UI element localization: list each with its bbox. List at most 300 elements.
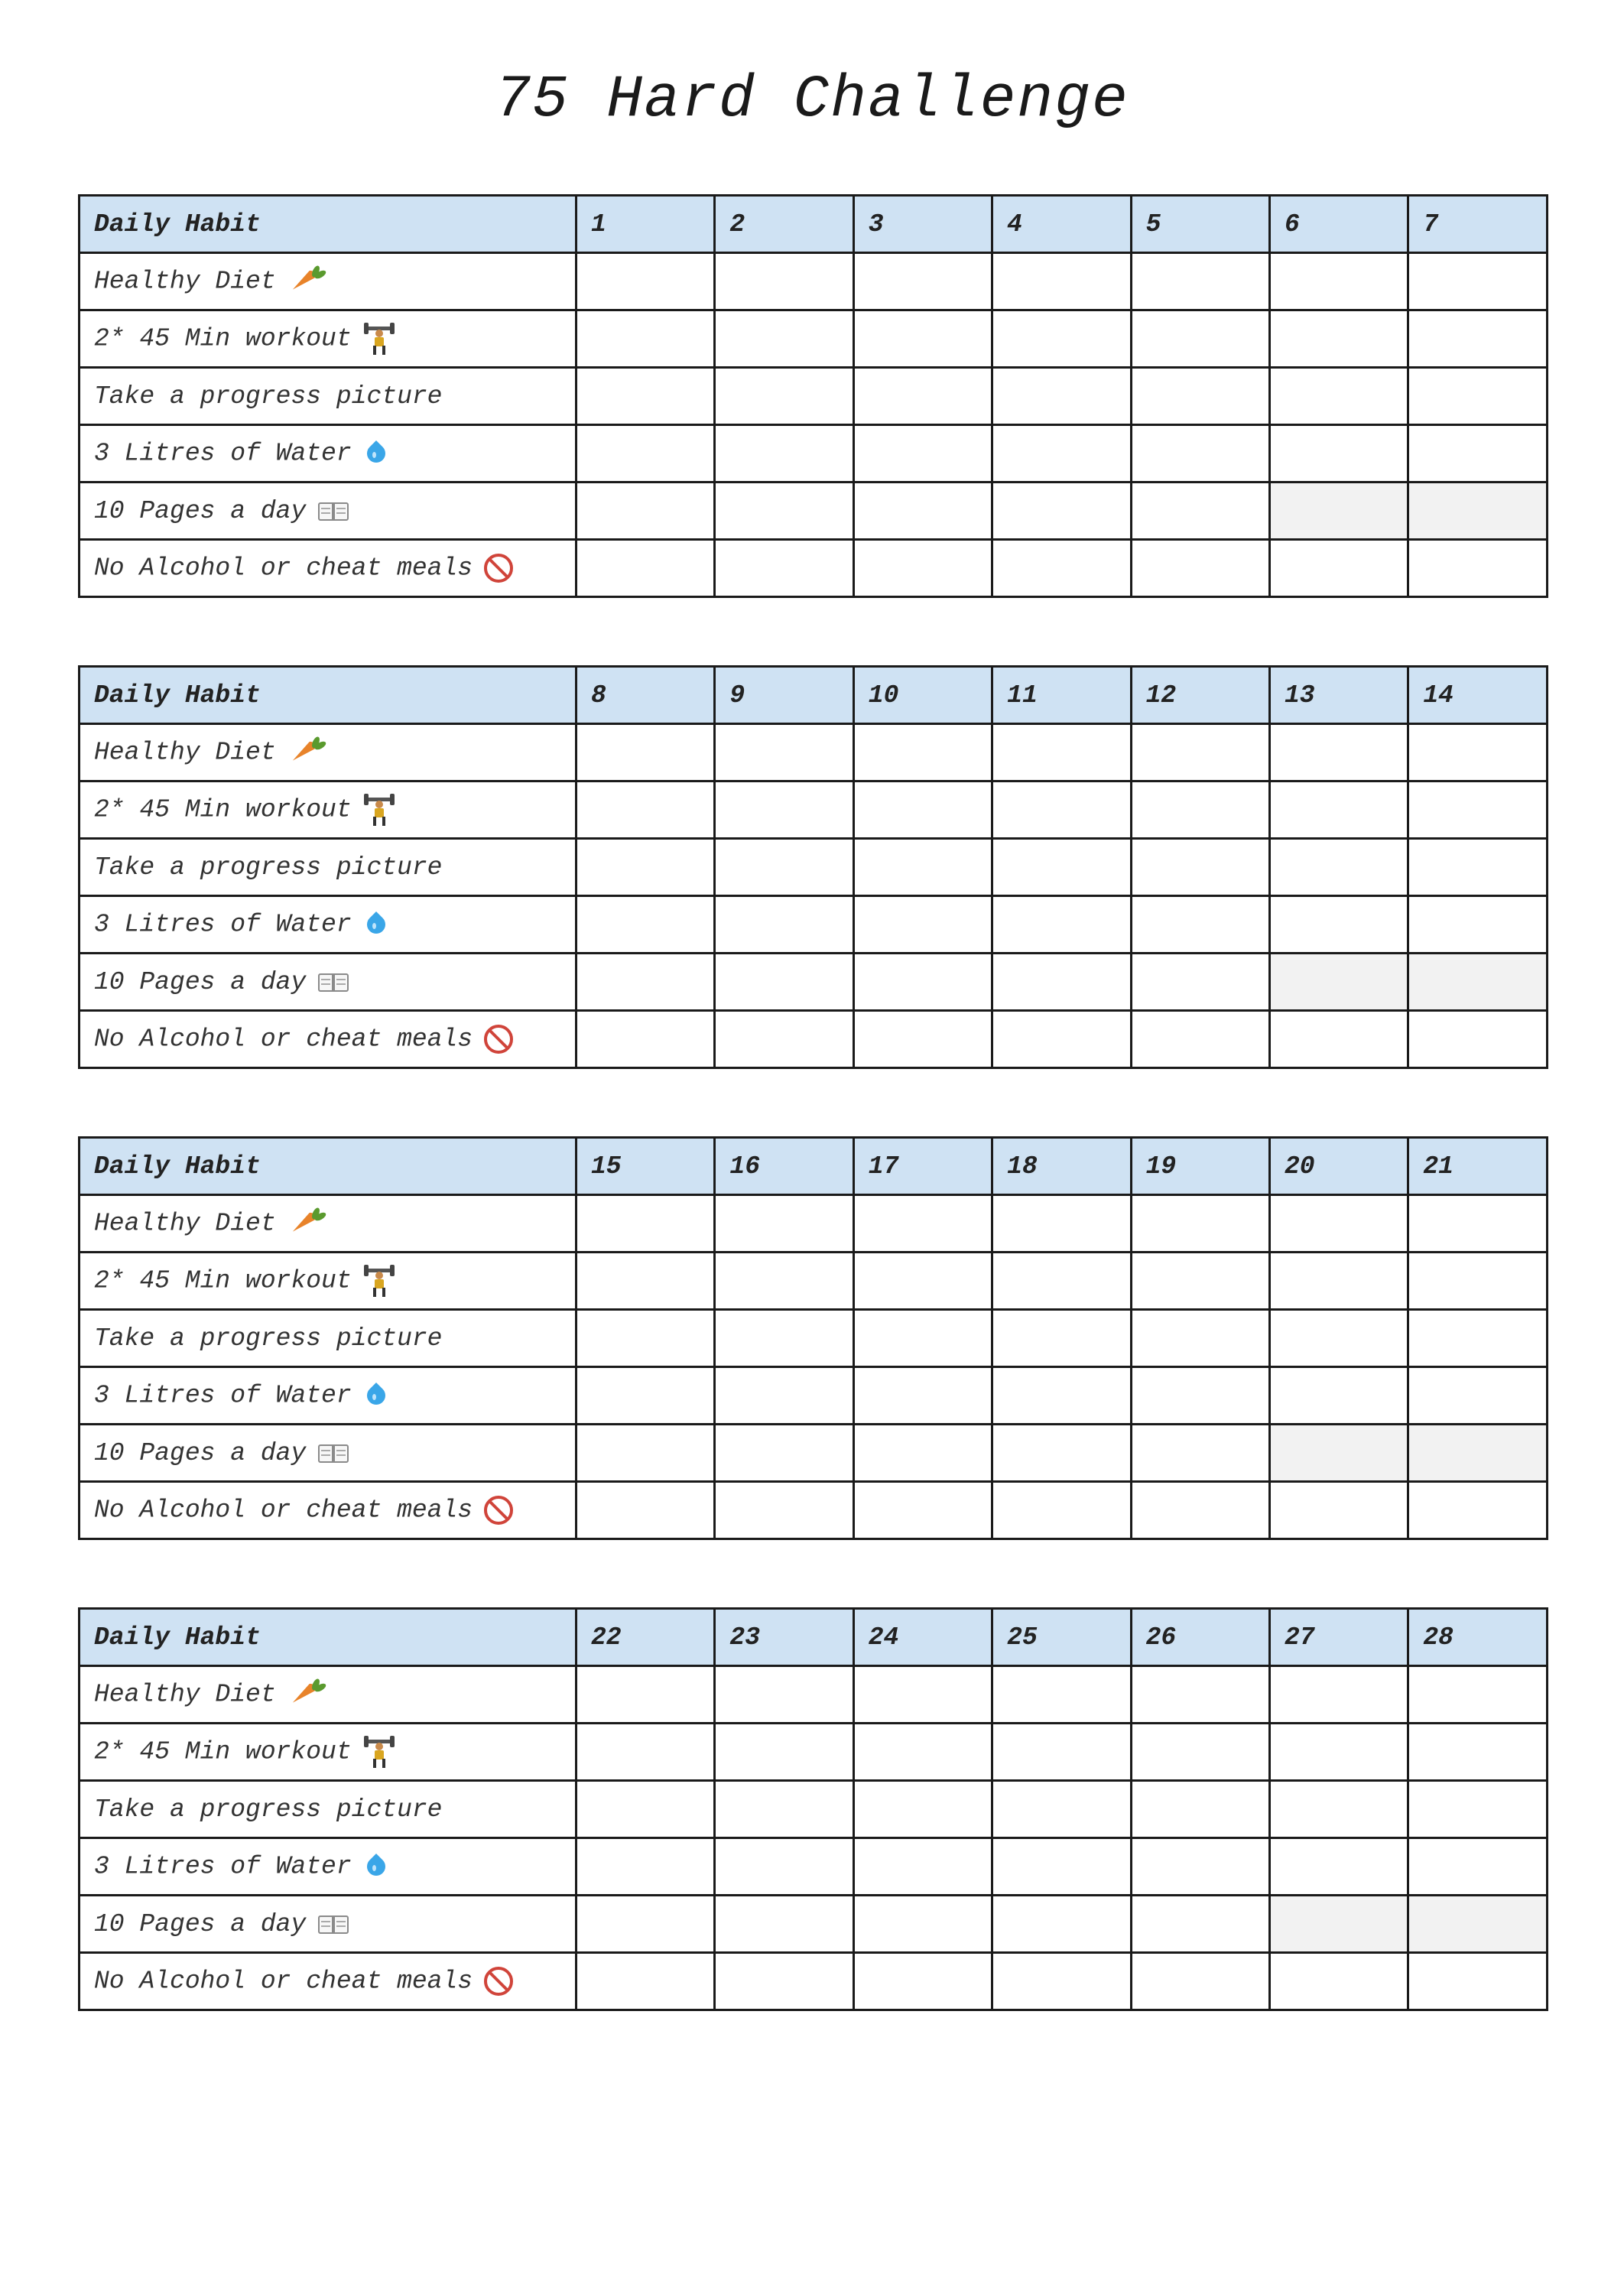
checkbox-cell[interactable]: [992, 1781, 1131, 1838]
weightlifter-icon: [362, 1735, 396, 1769]
checkbox-cell[interactable]: [715, 1310, 853, 1367]
habit-row: [80, 368, 1548, 425]
habit-row: [80, 724, 1548, 781]
checkbox-cell[interactable]: [1131, 1367, 1269, 1425]
checkbox-cell[interactable]: [853, 1011, 992, 1068]
habit-label: 10 Pages a day: [94, 496, 307, 525]
checkbox-cell[interactable]: [1131, 1195, 1269, 1253]
checkbox-cell[interactable]: [992, 425, 1131, 483]
habit-label: Take a progress picture: [94, 853, 443, 882]
habit-label: 2* 45 Min workout: [94, 795, 352, 824]
checkbox-cell[interactable]: [1408, 896, 1547, 954]
habit-label-cell: [80, 954, 577, 1011]
checkbox-cell[interactable]: [1269, 954, 1408, 1011]
day-number: 2: [715, 196, 853, 253]
checkbox-cell[interactable]: [853, 1253, 992, 1310]
habit-label: 3 Litres of Water: [94, 1852, 352, 1881]
habit-label-cell: [80, 1781, 577, 1838]
checkbox-cell[interactable]: [992, 1953, 1131, 2010]
checkbox-cell[interactable]: [1269, 1195, 1408, 1253]
checkbox-cell[interactable]: [1408, 781, 1547, 839]
checkbox-cell[interactable]: [1269, 1253, 1408, 1310]
checkbox-cell[interactable]: [992, 253, 1131, 310]
habit-row: [80, 1666, 1548, 1724]
habit-label: Take a progress picture: [94, 1795, 443, 1824]
open-book-icon: [317, 1911, 352, 1937]
checkbox-cell[interactable]: [1408, 483, 1547, 540]
habit-row: [80, 540, 1548, 597]
day-number: 26: [1131, 1609, 1269, 1666]
day-number: 27: [1269, 1609, 1408, 1666]
checkbox-cell[interactable]: [1131, 724, 1269, 781]
checkbox-cell[interactable]: [1131, 425, 1269, 483]
habit-label: Take a progress picture: [94, 382, 443, 411]
checkbox-cell[interactable]: [1131, 483, 1269, 540]
carrot-icon: [287, 1207, 325, 1240]
checkbox-cell[interactable]: [992, 1838, 1131, 1896]
day-number: 14: [1408, 667, 1547, 724]
checkbox-cell[interactable]: [1269, 540, 1408, 597]
checkbox-cell[interactable]: [715, 954, 853, 1011]
checkbox-cell[interactable]: [853, 1896, 992, 1953]
day-number: 10: [853, 667, 992, 724]
checkbox-cell[interactable]: [715, 1781, 853, 1838]
checkbox-cell[interactable]: [853, 368, 992, 425]
checkbox-cell[interactable]: [1408, 839, 1547, 896]
weightlifter-icon: [362, 793, 396, 827]
checkbox-cell[interactable]: [715, 1724, 853, 1781]
day-number: 4: [992, 196, 1131, 253]
checkbox-cell[interactable]: [1269, 781, 1408, 839]
habit-label: 10 Pages a day: [94, 1438, 307, 1467]
checkbox-cell[interactable]: [853, 1195, 992, 1253]
checkbox-cell[interactable]: [577, 1425, 715, 1482]
habit-row: [80, 839, 1548, 896]
checkbox-cell[interactable]: [1408, 1253, 1547, 1310]
habit-row: [80, 1953, 1548, 2010]
checkbox-cell[interactable]: [715, 1896, 853, 1953]
checkbox-cell[interactable]: [577, 1953, 715, 2010]
checkbox-cell[interactable]: [1408, 540, 1547, 597]
habit-label: No Alcohol or cheat meals: [94, 1025, 473, 1054]
day-number: 12: [1131, 667, 1269, 724]
habit-row: [80, 781, 1548, 839]
checkbox-cell[interactable]: [577, 781, 715, 839]
droplet-icon: [362, 1379, 388, 1412]
day-number: 5: [1131, 196, 1269, 253]
checkbox-cell[interactable]: [992, 1425, 1131, 1482]
checkbox-cell[interactable]: [1408, 1425, 1547, 1482]
checkbox-cell[interactable]: [992, 1310, 1131, 1367]
habit-label: 3 Litres of Water: [94, 439, 352, 468]
habit-row: [80, 1253, 1548, 1310]
checkbox-cell[interactable]: [1408, 1896, 1547, 1953]
checkbox-cell[interactable]: [1131, 1953, 1269, 2010]
weightlifter-icon: [362, 322, 396, 356]
checkbox-cell[interactable]: [1408, 1011, 1547, 1068]
checkbox-cell[interactable]: [853, 839, 992, 896]
habit-label-cell: [80, 1896, 577, 1953]
checkbox-cell[interactable]: [1269, 1953, 1408, 2010]
checkbox-cell[interactable]: [1408, 310, 1547, 368]
habit-label-cell: [80, 1310, 577, 1367]
habit-row: [80, 310, 1548, 368]
no-entry-icon: [483, 1966, 514, 1997]
checkbox-cell[interactable]: [1408, 724, 1547, 781]
daily-habit-header: Daily Habit: [80, 196, 577, 253]
habit-row: [80, 253, 1548, 310]
checkbox-cell[interactable]: [853, 954, 992, 1011]
checkbox-cell[interactable]: [853, 1781, 992, 1838]
checkbox-cell[interactable]: [992, 368, 1131, 425]
habit-row: [80, 1367, 1548, 1425]
checkbox-cell[interactable]: [1131, 839, 1269, 896]
open-book-icon: [317, 1440, 352, 1466]
checkbox-cell[interactable]: [715, 1253, 853, 1310]
checkbox-cell[interactable]: [1408, 1724, 1547, 1781]
habit-row: [80, 954, 1548, 1011]
droplet-icon: [362, 908, 388, 941]
checkbox-cell[interactable]: [992, 781, 1131, 839]
checkbox-cell[interactable]: [1269, 253, 1408, 310]
carrot-icon: [287, 265, 325, 297]
checkbox-cell[interactable]: [1269, 1896, 1408, 1953]
checkbox-cell[interactable]: [853, 724, 992, 781]
habit-row: [80, 1425, 1548, 1482]
checkbox-cell[interactable]: [1269, 1425, 1408, 1482]
checkbox-cell[interactable]: [1131, 781, 1269, 839]
habit-label-cell: [80, 1253, 577, 1310]
checkbox-cell[interactable]: [577, 368, 715, 425]
checkbox-cell[interactable]: [715, 1838, 853, 1896]
checkbox-cell[interactable]: [715, 540, 853, 597]
checkbox-cell[interactable]: [853, 1724, 992, 1781]
day-number: 1: [577, 196, 715, 253]
day-number: 21: [1408, 1138, 1547, 1195]
habit-row: [80, 1310, 1548, 1367]
day-number: 8: [577, 667, 715, 724]
habit-row: [80, 483, 1548, 540]
checkbox-cell[interactable]: [1408, 1482, 1547, 1539]
checkbox-cell[interactable]: [715, 483, 853, 540]
checkbox-cell[interactable]: [577, 954, 715, 1011]
checkbox-cell[interactable]: [577, 540, 715, 597]
checkbox-cell[interactable]: [577, 1482, 715, 1539]
droplet-icon: [362, 1850, 388, 1883]
checkbox-cell[interactable]: [1408, 253, 1547, 310]
checkbox-cell[interactable]: [992, 954, 1131, 1011]
habit-row: [80, 1781, 1548, 1838]
checkbox-cell[interactable]: [1269, 425, 1408, 483]
checkbox-cell[interactable]: [1408, 1666, 1547, 1724]
habit-label-cell: [80, 368, 577, 425]
week-table: [78, 665, 1548, 1069]
day-number: 18: [992, 1138, 1131, 1195]
checkbox-cell[interactable]: [1131, 1482, 1269, 1539]
checkbox-cell[interactable]: [992, 1896, 1131, 1953]
checkbox-cell[interactable]: [715, 1666, 853, 1724]
checkbox-cell[interactable]: [577, 724, 715, 781]
day-number: 16: [715, 1138, 853, 1195]
checkbox-cell[interactable]: [1269, 1011, 1408, 1068]
habit-label-cell: [80, 1367, 577, 1425]
habit-label: 2* 45 Min workout: [94, 1266, 352, 1295]
day-number: 13: [1269, 667, 1408, 724]
checkbox-cell[interactable]: [1131, 1666, 1269, 1724]
checkbox-cell[interactable]: [715, 1011, 853, 1068]
habit-row: [80, 1896, 1548, 1953]
checkbox-cell[interactable]: [1269, 483, 1408, 540]
checkbox-cell[interactable]: [1131, 1011, 1269, 1068]
checkbox-cell[interactable]: [992, 1367, 1131, 1425]
checkbox-cell[interactable]: [1269, 368, 1408, 425]
checkbox-cell[interactable]: [1408, 1367, 1547, 1425]
carrot-icon: [287, 736, 325, 768]
checkbox-cell[interactable]: [992, 1482, 1131, 1539]
habit-label-cell: [80, 781, 577, 839]
open-book-icon: [317, 498, 352, 524]
habit-label-cell: [80, 425, 577, 483]
habit-label: Healthy Diet: [94, 1680, 276, 1709]
habit-label-cell: [80, 253, 577, 310]
checkbox-cell[interactable]: [1131, 1310, 1269, 1367]
checkbox-cell[interactable]: [715, 253, 853, 310]
checkbox-cell[interactable]: [853, 425, 992, 483]
checkbox-cell[interactable]: [853, 253, 992, 310]
day-number: 3: [853, 196, 992, 253]
habit-label: Healthy Diet: [94, 267, 276, 296]
checkbox-cell[interactable]: [715, 368, 853, 425]
checkbox-cell[interactable]: [853, 1425, 992, 1482]
checkbox-cell[interactable]: [715, 1367, 853, 1425]
day-number: 20: [1269, 1138, 1408, 1195]
checkbox-cell[interactable]: [1408, 368, 1547, 425]
habit-label-cell: [80, 724, 577, 781]
habit-label-cell: [80, 1425, 577, 1482]
checkbox-cell[interactable]: [992, 310, 1131, 368]
checkbox-cell[interactable]: [1131, 1253, 1269, 1310]
day-number: 28: [1408, 1609, 1547, 1666]
checkbox-cell[interactable]: [577, 483, 715, 540]
habit-row: [80, 896, 1548, 954]
habit-row: [80, 1195, 1548, 1253]
checkbox-cell[interactable]: [1408, 1781, 1547, 1838]
checkbox-cell[interactable]: [853, 1838, 992, 1896]
habit-label-cell: [80, 483, 577, 540]
day-number: 15: [577, 1138, 715, 1195]
habit-label-cell: [80, 310, 577, 368]
header-row: [80, 1138, 1548, 1195]
habit-row: [80, 425, 1548, 483]
checkbox-cell[interactable]: [1131, 540, 1269, 597]
habit-label: 10 Pages a day: [94, 1909, 307, 1938]
checkbox-cell[interactable]: [992, 1011, 1131, 1068]
checkbox-cell[interactable]: [1408, 954, 1547, 1011]
checkbox-cell[interactable]: [577, 1011, 715, 1068]
checkbox-cell[interactable]: [992, 1253, 1131, 1310]
checkbox-cell[interactable]: [577, 1253, 715, 1310]
habit-label: 2* 45 Min workout: [94, 324, 352, 353]
checkbox-cell[interactable]: [853, 483, 992, 540]
habit-label-cell: [80, 1953, 577, 2010]
habit-row: [80, 1011, 1548, 1068]
checkbox-cell[interactable]: [577, 839, 715, 896]
header-row: [80, 667, 1548, 724]
checkbox-cell[interactable]: [992, 896, 1131, 954]
checkbox-cell[interactable]: [1408, 1838, 1547, 1896]
page-title: 75 Hard Challenge: [495, 67, 1129, 134]
checkbox-cell[interactable]: [992, 540, 1131, 597]
checkbox-cell[interactable]: [992, 483, 1131, 540]
checkbox-cell[interactable]: [1131, 1896, 1269, 1953]
daily-habit-header: Daily Habit: [80, 1609, 577, 1666]
carrot-icon: [287, 1678, 325, 1711]
checkbox-cell[interactable]: [853, 1482, 992, 1539]
checkbox-cell[interactable]: [1131, 896, 1269, 954]
checkbox-cell[interactable]: [577, 310, 715, 368]
habit-label: 3 Litres of Water: [94, 1381, 352, 1410]
checkbox-cell[interactable]: [1131, 368, 1269, 425]
habit-label-cell: [80, 896, 577, 954]
no-entry-icon: [483, 553, 514, 583]
checkbox-cell[interactable]: [992, 724, 1131, 781]
checkbox-cell[interactable]: [577, 425, 715, 483]
checkbox-cell[interactable]: [853, 781, 992, 839]
checkbox-cell[interactable]: [853, 1666, 992, 1724]
checkbox-cell[interactable]: [1408, 425, 1547, 483]
daily-habit-header: Daily Habit: [80, 1138, 577, 1195]
checkbox-cell[interactable]: [853, 896, 992, 954]
checkbox-cell[interactable]: [1269, 1310, 1408, 1367]
no-entry-icon: [483, 1495, 514, 1526]
checkbox-cell[interactable]: [992, 1195, 1131, 1253]
habit-label-cell: [80, 839, 577, 896]
habit-label: 3 Litres of Water: [94, 910, 352, 939]
checkbox-cell[interactable]: [1269, 1482, 1408, 1539]
checkbox-cell[interactable]: [715, 781, 853, 839]
open-book-icon: [317, 969, 352, 995]
day-number: 7: [1408, 196, 1547, 253]
habit-row: [80, 1482, 1548, 1539]
daily-habit-header: Daily Habit: [80, 667, 577, 724]
checkbox-cell[interactable]: [1269, 1724, 1408, 1781]
checkbox-cell[interactable]: [577, 1896, 715, 1953]
checkbox-cell[interactable]: [1269, 1781, 1408, 1838]
checkbox-cell[interactable]: [715, 1425, 853, 1482]
checkbox-cell[interactable]: [1408, 1953, 1547, 2010]
habit-label: 2* 45 Min workout: [94, 1737, 352, 1766]
day-number: 22: [577, 1609, 715, 1666]
checkbox-cell[interactable]: [577, 896, 715, 954]
header-row: [80, 1609, 1548, 1666]
checkbox-cell[interactable]: [1269, 839, 1408, 896]
checkbox-cell[interactable]: [577, 1666, 715, 1724]
checkbox-cell[interactable]: [1131, 253, 1269, 310]
checkbox-cell[interactable]: [715, 896, 853, 954]
checkbox-cell[interactable]: [715, 1195, 853, 1253]
habit-label-cell: [80, 1195, 577, 1253]
checkbox-cell[interactable]: [1408, 1310, 1547, 1367]
checkbox-cell[interactable]: [715, 839, 853, 896]
checkbox-cell[interactable]: [853, 540, 992, 597]
checkbox-cell[interactable]: [577, 1310, 715, 1367]
habit-label: 10 Pages a day: [94, 967, 307, 996]
checkbox-cell[interactable]: [853, 1310, 992, 1367]
habit-label: No Alcohol or cheat meals: [94, 554, 473, 583]
day-number: 9: [715, 667, 853, 724]
checkbox-cell[interactable]: [992, 839, 1131, 896]
habit-label: Take a progress picture: [94, 1324, 443, 1353]
habit-label: No Alcohol or cheat meals: [94, 1496, 473, 1525]
checkbox-cell[interactable]: [1131, 954, 1269, 1011]
habit-label-cell: [80, 1838, 577, 1896]
habit-label-cell: [80, 1011, 577, 1068]
checkbox-cell[interactable]: [1131, 1724, 1269, 1781]
checkbox-cell[interactable]: [1269, 1838, 1408, 1896]
checkbox-cell[interactable]: [853, 1367, 992, 1425]
checkbox-cell[interactable]: [1269, 1666, 1408, 1724]
habit-label-cell: [80, 1724, 577, 1781]
checkbox-cell[interactable]: [1131, 1425, 1269, 1482]
checkbox-cell[interactable]: [577, 253, 715, 310]
checkbox-cell[interactable]: [1131, 1781, 1269, 1838]
habit-row: [80, 1838, 1548, 1896]
day-number: 23: [715, 1609, 853, 1666]
checkbox-cell[interactable]: [1269, 896, 1408, 954]
checkbox-cell[interactable]: [715, 1482, 853, 1539]
checkbox-cell[interactable]: [577, 1367, 715, 1425]
checkbox-cell[interactable]: [1131, 310, 1269, 368]
checkbox-cell[interactable]: [715, 724, 853, 781]
day-number: 11: [992, 667, 1131, 724]
droplet-icon: [362, 437, 388, 470]
day-number: 25: [992, 1609, 1131, 1666]
checkbox-cell[interactable]: [577, 1724, 715, 1781]
checkbox-cell[interactable]: [577, 1838, 715, 1896]
day-number: 17: [853, 1138, 992, 1195]
checkbox-cell[interactable]: [1269, 724, 1408, 781]
day-number: 24: [853, 1609, 992, 1666]
day-number: 6: [1269, 196, 1408, 253]
no-entry-icon: [483, 1024, 514, 1054]
checkbox-cell[interactable]: [577, 1781, 715, 1838]
habit-label: No Alcohol or cheat meals: [94, 1967, 473, 1996]
checkbox-cell[interactable]: [715, 310, 853, 368]
checkbox-cell[interactable]: [992, 1666, 1131, 1724]
checkbox-cell[interactable]: [1408, 1195, 1547, 1253]
weightlifter-icon: [362, 1264, 396, 1298]
checkbox-cell[interactable]: [715, 1953, 853, 2010]
checkbox-cell[interactable]: [853, 310, 992, 368]
checkbox-cell[interactable]: [715, 425, 853, 483]
habit-label: Healthy Diet: [94, 1209, 276, 1238]
habit-label-cell: [80, 540, 577, 597]
week-table: [78, 194, 1548, 598]
checkbox-cell[interactable]: [992, 1724, 1131, 1781]
week-table: [78, 1607, 1548, 2011]
habit-label-cell: [80, 1482, 577, 1539]
week-table: [78, 1136, 1548, 1540]
checkbox-cell[interactable]: [1269, 310, 1408, 368]
checkbox-cell[interactable]: [1131, 1838, 1269, 1896]
checkbox-cell[interactable]: [577, 1195, 715, 1253]
habit-label: Healthy Diet: [94, 738, 276, 767]
habit-label-cell: [80, 1666, 577, 1724]
day-number: 19: [1131, 1138, 1269, 1195]
habit-row: [80, 1724, 1548, 1781]
checkbox-cell[interactable]: [1269, 1367, 1408, 1425]
checkbox-cell[interactable]: [853, 1953, 992, 2010]
